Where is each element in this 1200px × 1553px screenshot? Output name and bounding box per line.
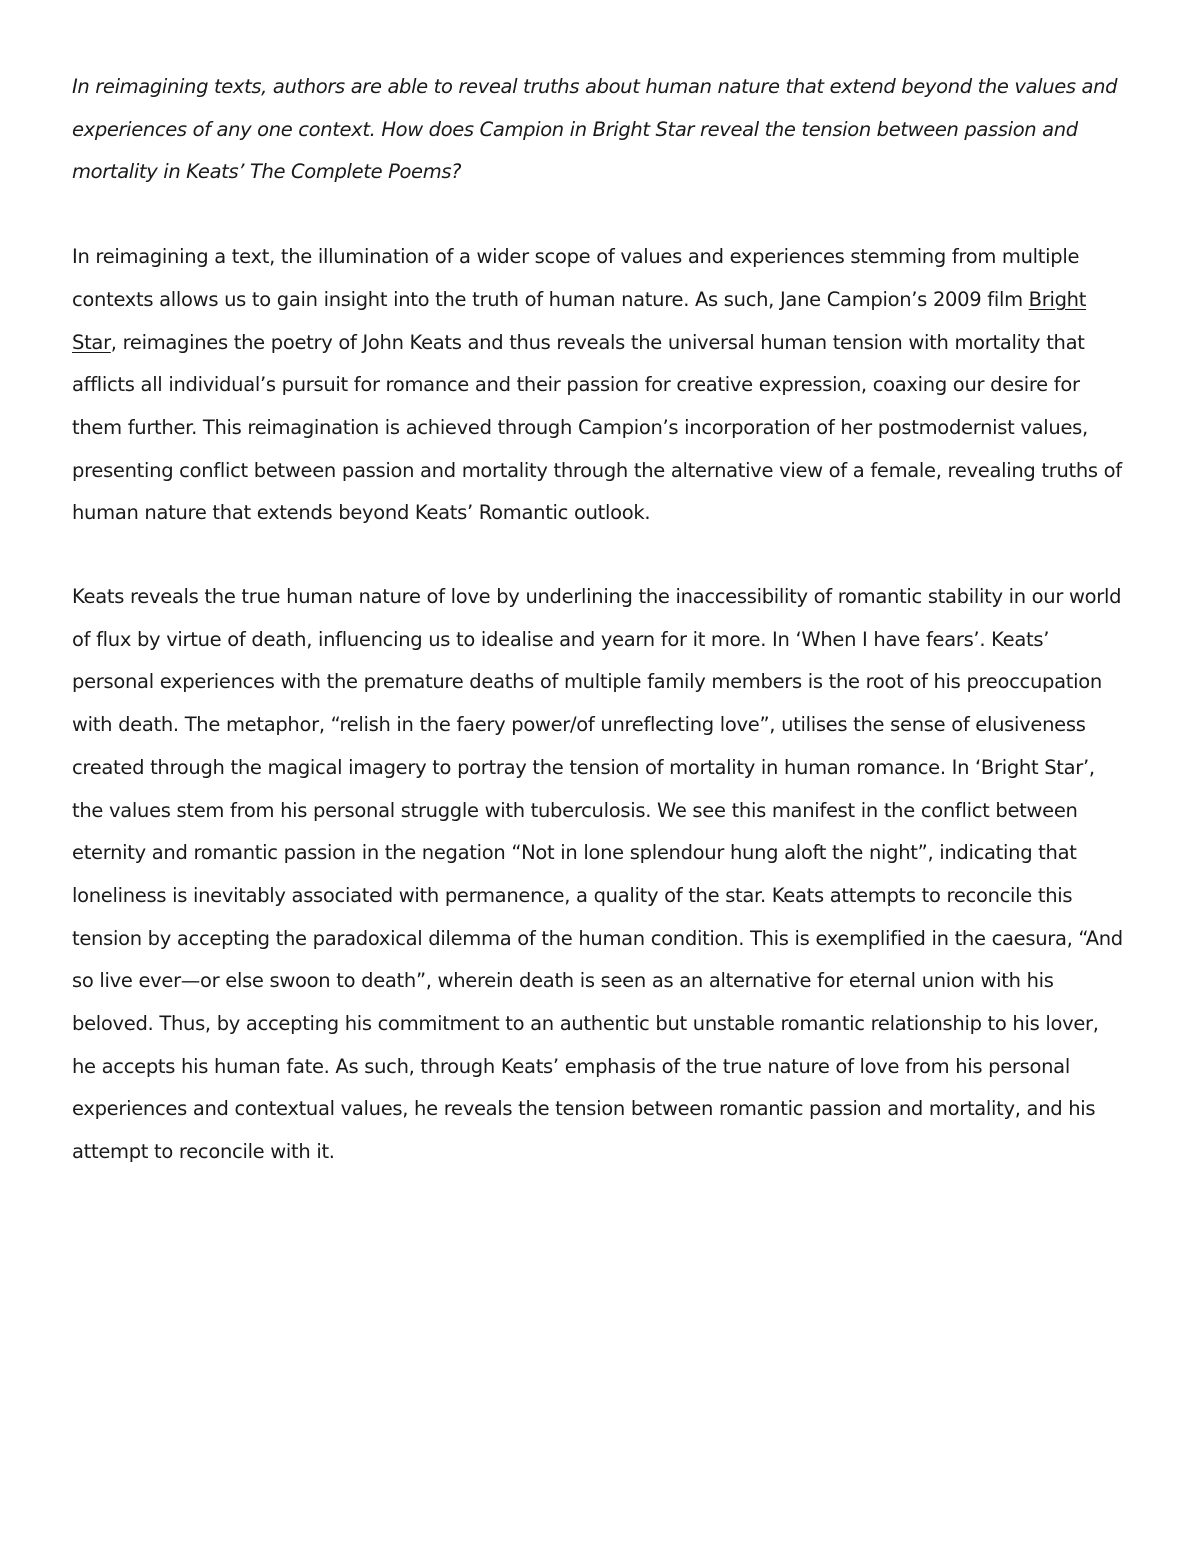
essay-question: In reimagining texts, authors are able to reveal truths about human nature that extend beyond the values and experiences of any one context. How does Campion in Bright Star reveal the tension between passion and mortality in Keats’ The Complete Poems? [72, 75, 1118, 184]
intro-paragraph [72, 236, 1126, 535]
film-title-underlined: Bright Star [72, 287, 1087, 354]
body-paragraph: Keats reveals the true human nature of love by underlining the inaccessibility of romantic stability in our world of flux by virtue of death, influencing us to idealise and yearn for it more. In ‘When I have fears’. Keats’ personal experiences with the premature deaths of multiple family members is the root of his preoccupation with death. The metaphor, “relish in the faery power/of unreflecting love”, utilises the sense of elusiveness created through the magical imagery to portray the tension of mortality in human romance. In ‘Bright Star’, the values stem from his personal struggle with tuberculosis. We see this manifest in the conflict between eternity and romantic passion in the negation “Not in lone splendour hung aloft the night”, indicating that loneliness is inevitably associated with permanence, a quality of the star. Keats attempts to reconcile this tension by accepting the paradoxical dilemma of the human condition. This is exemplified in the caesura, “And so live ever—or else swoon to death”, wherein death is seen as an alternative for eternal union with his beloved. Thus, by accepting his commitment to an authentic but unstable romantic relationship to his lover, he accepts his human fate. As such, through Keats’ emphasis of the true nature of love from his personal experiences and contextual values, he reveals the tension between romantic passion and mortality, and his attempt to reconcile with it. [72, 585, 1123, 1164]
document-page [72, 66, 1126, 1215]
intro-text-part2: , reimagines the poetry of John Keats and thus reveals the universal human tension with mortality that afflicts all individual’s pursuit for romance and their passion for creative expression, coaxing our desire for them further. This reimagination is achieved through Campion’s incorporation of her postmodernist values, presenting conflict between passion and mortality through the alternative view of a female, revealing truths of human nature that extends beyond Keats’ Romantic outlook. [72, 330, 1122, 525]
intro-text-part1: In reimagining a text, the illumination of a wider scope of values and experiences stemming from multiple contexts allows us to gain insight into the truth of human nature. As such, Jane Campion’s 2009 film [72, 245, 1080, 311]
